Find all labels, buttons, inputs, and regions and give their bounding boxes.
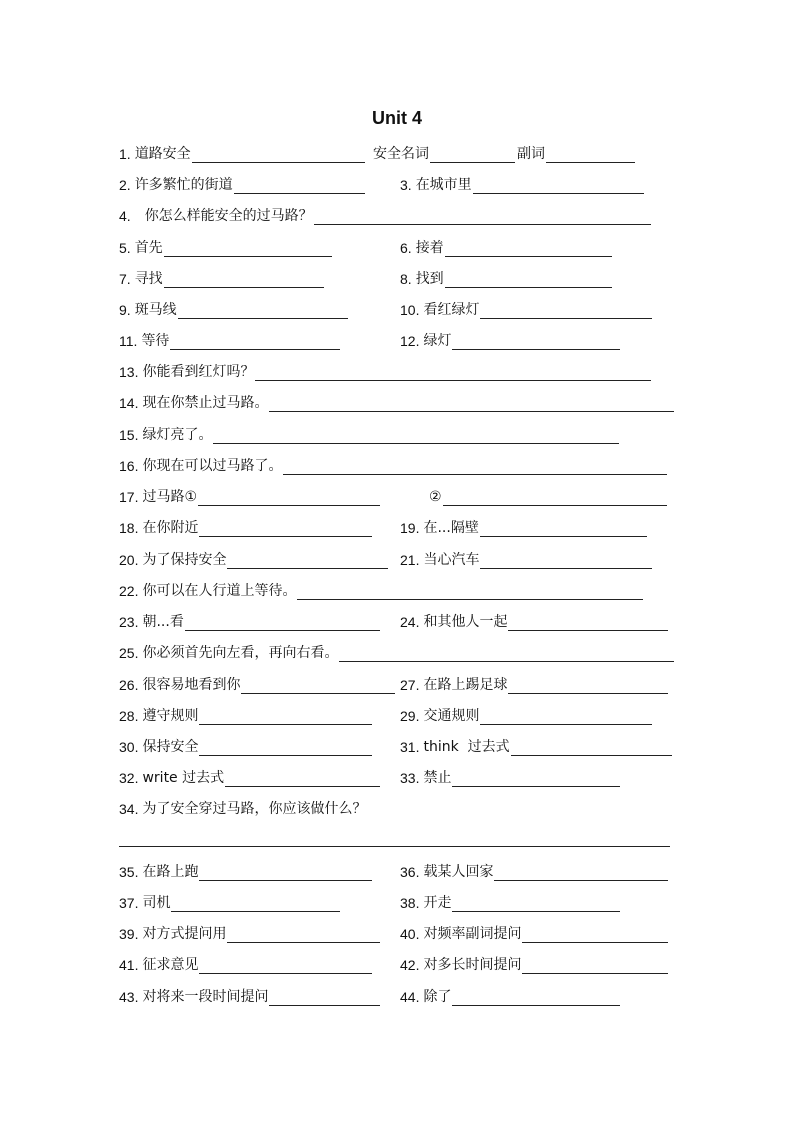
question-number: 27. [400,677,420,693]
worksheet-row [0,767,794,789]
question-number: 6. [400,240,412,256]
question-1 [119,143,365,165]
question-text: 等待 [141,333,170,349]
question-number: 38. [400,895,420,911]
question-17 [119,486,380,508]
question-27 [400,674,668,696]
worksheet-row [0,861,794,883]
question-15 [119,424,619,446]
question-number: 12. [400,333,420,349]
question-text: 副词 [517,146,545,162]
worksheet-row [0,986,794,1008]
question-text: 在...隔壁 [423,520,479,536]
question-number: 23. [119,614,139,630]
question-number: 13. [119,364,139,380]
question-25 [119,642,674,664]
question-text: 和其他人一起 [423,614,508,630]
question-14 [119,392,674,414]
question-6 [400,237,612,259]
answer-blank[interactable] [452,894,620,912]
question-26 [119,674,395,696]
question-29 [400,705,652,727]
question-text: 征求意见 [142,957,199,973]
question-number: 32. [119,770,139,786]
answer-blank[interactable] [199,519,372,537]
question-text: 斑马线 [134,302,177,318]
question-number: 40. [400,926,420,942]
answer-blank[interactable] [430,145,515,163]
worksheet-row [0,954,794,976]
answer-blank[interactable] [227,925,380,943]
question-text: 禁止 [423,770,452,786]
answer-blank[interactable] [494,863,668,881]
question-number: 33. [400,770,420,786]
worksheet-row [0,205,794,227]
question-35 [119,861,372,883]
question-number: 42. [400,957,420,973]
answer-blank[interactable] [269,988,380,1006]
answer-blank[interactable] [546,145,635,163]
question-number: 37. [119,895,139,911]
question-number: 36. [400,864,420,880]
worksheet-row [0,143,794,165]
question-13 [119,361,651,383]
answer-blank[interactable] [269,394,674,412]
question-text: 道路安全 [134,146,191,162]
question-text: 你怎么样能安全的过马路？ [144,208,313,224]
worksheet-row [0,486,794,508]
question-number: 1. [119,146,131,162]
question-3 [400,174,644,196]
question-10 [400,299,652,321]
question-number: 10. [400,302,420,318]
worksheet-row [0,174,794,196]
answer-blank[interactable] [297,582,643,600]
question-text: 许多繁忙的街道 [134,177,233,193]
worksheet-row [0,798,794,820]
question-number: 39. [119,926,139,942]
question-number: 41. [119,957,139,973]
question-17-second [428,486,667,508]
question-text: ② [429,489,442,505]
answer-blank[interactable] [199,707,372,725]
question-number: 24. [400,614,420,630]
worksheet-row [0,517,794,539]
question-text: 首先 [134,240,163,256]
answer-blank[interactable] [452,988,620,1006]
question-number: 21. [400,552,420,568]
answer-blank[interactable] [508,676,668,694]
answer-blank[interactable] [225,769,380,787]
question-number: 11. [119,333,138,349]
answer-blank[interactable] [452,332,620,350]
answer-blank[interactable] [443,488,667,506]
question-number: 18. [119,520,139,536]
question-text: think 过去式 [423,739,510,755]
question-18 [119,517,372,539]
answer-blank[interactable] [314,207,651,225]
question-number: 35. [119,864,139,880]
question-12 [400,330,620,352]
answer-blank[interactable] [164,270,324,288]
question-number: 3. [400,177,412,193]
worksheet-row [0,674,794,696]
answer-blank[interactable] [241,676,395,694]
question-number: 26. [119,677,139,693]
question-39 [119,923,380,945]
question-number: 4. [119,208,131,224]
question-number: 31. [400,739,420,755]
worksheet-row [0,268,794,290]
answer-blank[interactable] [283,457,667,475]
question-text: 绿灯 [423,333,452,349]
question-28 [119,705,372,727]
question-number: 7. [119,271,131,287]
question-text: 你现在可以过马路了。 [142,458,283,474]
question-number: 16. [119,458,139,474]
question-38 [400,892,620,914]
question-number: 28. [119,708,139,724]
question-text: 你必须首先向左看，再向右看。 [142,645,339,661]
answer-blank[interactable] [199,956,372,974]
question-text: 载某人回家 [423,864,494,880]
worksheet-row [0,923,794,945]
question-9 [119,299,348,321]
question-text: 遵守规则 [142,708,199,724]
question-text: 对方式提问用 [142,926,227,942]
question-text: 为了安全穿过马路，你应该做什么？ [142,801,367,817]
question-number: 43. [119,989,139,1005]
answer-blank[interactable] [480,707,652,725]
question-number: 14. [119,395,139,411]
question-number: 34. [119,801,139,817]
question-number: 5. [119,240,131,256]
question-number: 29. [400,708,420,724]
question-number: 44. [400,989,420,1005]
question-1-adverb [516,143,635,165]
question-text: write 过去式 [142,770,225,786]
answer-blank[interactable] [199,738,372,756]
question-36 [400,861,668,883]
question-number: 15. [119,427,139,443]
worksheet-row [0,736,794,758]
question-number: 9. [119,302,131,318]
question-32 [119,767,380,789]
question-1-noun [372,143,515,165]
answer-blank-long[interactable] [119,846,670,847]
worksheet-row [0,580,794,602]
question-16 [119,455,667,477]
question-8 [400,268,612,290]
answer-blank[interactable] [213,426,619,444]
question-text: 除了 [423,989,452,1005]
question-text: 过马路① [142,489,198,505]
answer-blank[interactable] [522,956,668,974]
worksheet-row [0,455,794,477]
question-text: 看红绿灯 [423,302,480,318]
worksheet-row [0,330,794,352]
question-text: 绿灯亮了。 [142,427,213,443]
question-11 [119,330,340,352]
question-text: 在你附近 [142,520,199,536]
answer-blank[interactable] [473,176,644,194]
question-22 [119,580,643,602]
question-text: 你能看到红灯吗？ [142,364,255,380]
worksheet-row [0,705,794,727]
answer-blank[interactable] [234,176,365,194]
answer-blank[interactable] [192,145,365,163]
question-text: 现在你禁止过马路。 [142,395,269,411]
question-33 [400,767,620,789]
question-text: 找到 [415,271,444,287]
question-20 [119,549,388,571]
worksheet-row [0,424,794,446]
answer-blank[interactable] [227,551,388,569]
question-19 [400,517,647,539]
question-21 [400,549,652,571]
question-text: 接着 [415,240,444,256]
worksheet-row [0,549,794,571]
worksheet-row [0,611,794,633]
worksheet-row [0,892,794,914]
answer-blank[interactable] [508,613,668,631]
question-number: 2. [119,177,131,193]
question-4 [119,205,651,227]
question-number: 17. [119,489,139,505]
question-number: 19. [400,520,420,536]
question-text: 司机 [142,895,171,911]
question-text: 在路上踢足球 [423,677,508,693]
answer-blank[interactable] [198,488,380,506]
question-text: 对多长时间提问 [423,957,522,973]
answer-blank[interactable] [164,239,332,257]
answer-blank[interactable] [511,738,672,756]
question-42 [400,954,668,976]
question-text: 对频率副词提问 [423,926,522,942]
question-number: 30. [119,739,139,755]
question-text: 为了保持安全 [142,552,227,568]
answer-blank[interactable] [170,332,340,350]
answer-blank[interactable] [255,363,651,381]
question-text: 保持安全 [142,739,199,755]
question-40 [400,923,668,945]
question-44 [400,986,620,1008]
question-text: 寻找 [134,271,163,287]
question-43 [119,986,380,1008]
question-41 [119,954,372,976]
answer-blank[interactable] [445,270,612,288]
answer-blank[interactable] [178,301,348,319]
worksheet-row [0,299,794,321]
answer-blank[interactable] [445,239,612,257]
answer-blank[interactable] [199,863,372,881]
question-5 [119,237,332,259]
question-24 [400,611,668,633]
question-7 [119,268,324,290]
worksheet-row [0,642,794,664]
answer-blank[interactable] [480,551,652,569]
question-30 [119,736,372,758]
answer-blank[interactable] [185,613,380,631]
question-37 [119,892,340,914]
answer-blank[interactable] [480,301,652,319]
answer-blank[interactable] [339,644,674,662]
question-text: 在城市里 [415,177,472,193]
question-number: 25. [119,645,139,661]
question-text: 对将来一段时间提问 [142,989,269,1005]
question-number: 8. [400,271,412,287]
question-text: 很容易地看到你 [142,677,241,693]
question-number: 22. [119,583,139,599]
worksheet-row [0,237,794,259]
answer-blank[interactable] [452,769,620,787]
question-number: 20. [119,552,139,568]
question-text: 在路上跑 [142,864,199,880]
answer-blank[interactable] [522,925,668,943]
question-text: 朝...看 [142,614,184,630]
answer-blank[interactable] [480,519,647,537]
question-31 [400,736,672,758]
page-title: Unit 4 [371,108,422,128]
worksheet-row [0,392,794,414]
question-34 [119,798,519,820]
question-text: 你可以在人行道上等待。 [142,583,297,599]
answer-blank[interactable] [171,894,340,912]
question-text: 交通规则 [423,708,480,724]
question-text: 当心汽车 [423,552,480,568]
question-text: 开走 [423,895,452,911]
question-2 [119,174,365,196]
worksheet-row [0,361,794,383]
question-text: 安全名词 [373,146,429,162]
question-23 [119,611,380,633]
